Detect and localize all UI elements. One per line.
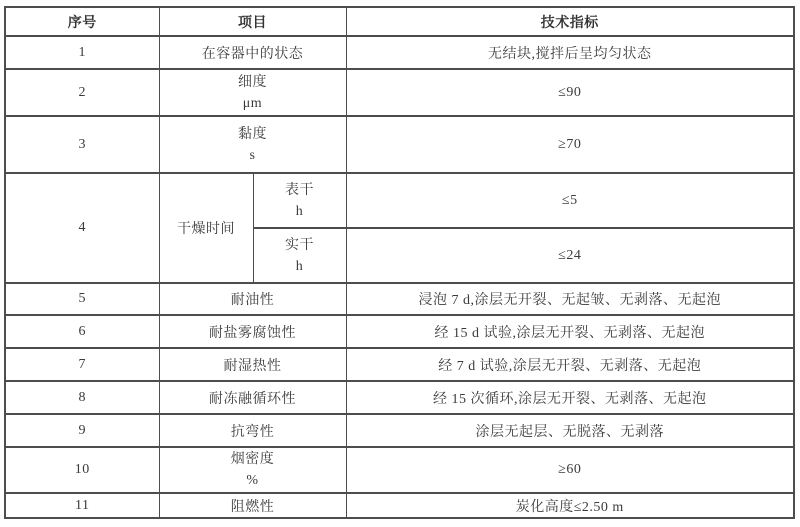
cell-no: 9: [5, 414, 159, 447]
cell-item: 阻燃性: [159, 493, 346, 518]
cell-spec: 经 15 d 试验,涂层无开裂、无剥落、无起泡: [346, 315, 794, 348]
cell-spec: 无结块,搅拌后呈均匀状态: [346, 36, 794, 69]
cell-item: 在容器中的状态: [159, 36, 346, 69]
col-header-item: 项目: [159, 7, 346, 36]
cell-no: 10: [5, 447, 159, 493]
subitem-unit: h: [295, 258, 304, 274]
table-row: [5, 381, 794, 414]
table-row: [5, 315, 794, 348]
cell-subitem: [253, 228, 346, 283]
cell-subitem: [253, 173, 346, 228]
subitem-unit: h: [295, 203, 304, 219]
cell-spec: 炭化高度≤2.50 m: [346, 493, 794, 518]
table-row: [5, 173, 794, 228]
cell-item: [159, 447, 346, 493]
cell-no: 5: [5, 283, 159, 315]
item-unit: s: [249, 147, 256, 163]
cell-spec: 涂层无起层、无脱落、无剥落: [346, 414, 794, 447]
cell-no: 4: [5, 173, 159, 283]
cell-spec: 经 7 d 试验,涂层无开裂、无剥落、无起泡: [346, 348, 794, 381]
cell-item: 耐盐雾腐蚀性: [159, 315, 346, 348]
table-row: [5, 36, 794, 69]
cell-no: 3: [5, 116, 159, 173]
cell-no: 6: [5, 315, 159, 348]
table-row: [5, 414, 794, 447]
table-row: [5, 69, 794, 116]
table-row: [5, 116, 794, 173]
cell-spec: ≤90: [346, 69, 794, 116]
cell-no: 7: [5, 348, 159, 381]
col-header-serial: 序号: [5, 7, 159, 36]
table-row: [5, 447, 794, 493]
cell-item: 抗弯性: [159, 414, 346, 447]
item-name: 细度: [238, 74, 267, 90]
cell-spec: ≤5: [346, 173, 794, 228]
table-header-row: [5, 7, 794, 36]
table-row: [5, 283, 794, 315]
cell-no: 1: [5, 36, 159, 69]
cell-item: [159, 69, 346, 116]
cell-item: 耐湿热性: [159, 348, 346, 381]
cell-item: 耐油性: [159, 283, 346, 315]
item-name: 黏度: [238, 126, 267, 142]
cell-spec: ≤24: [346, 228, 794, 283]
cell-no: 2: [5, 69, 159, 116]
subitem-name: 实干: [285, 237, 314, 253]
item-unit: %: [246, 473, 259, 488]
cell-spec: 经 15 次循环,涂层无开裂、无剥落、无起泡: [346, 381, 794, 414]
table-row: [5, 493, 794, 518]
cell-item: 耐冻融循环性: [159, 381, 346, 414]
col-header-spec: 技术指标: [346, 7, 794, 36]
subitem-name: 表干: [285, 182, 314, 198]
spec-table: [4, 6, 795, 519]
cell-spec: ≥70: [346, 116, 794, 173]
item-name: 烟密度: [230, 452, 275, 467]
item-unit: μm: [242, 95, 263, 111]
cell-no: 8: [5, 381, 159, 414]
cell-spec: 浸泡 7 d,涂层无开裂、无起皱、无剥落、无起泡: [346, 283, 794, 315]
table-row: [5, 348, 794, 381]
cell-item: 干燥时间: [159, 173, 253, 283]
cell-no: 11: [5, 493, 159, 518]
cell-spec: ≥60: [346, 447, 794, 493]
cell-item: [159, 116, 346, 173]
